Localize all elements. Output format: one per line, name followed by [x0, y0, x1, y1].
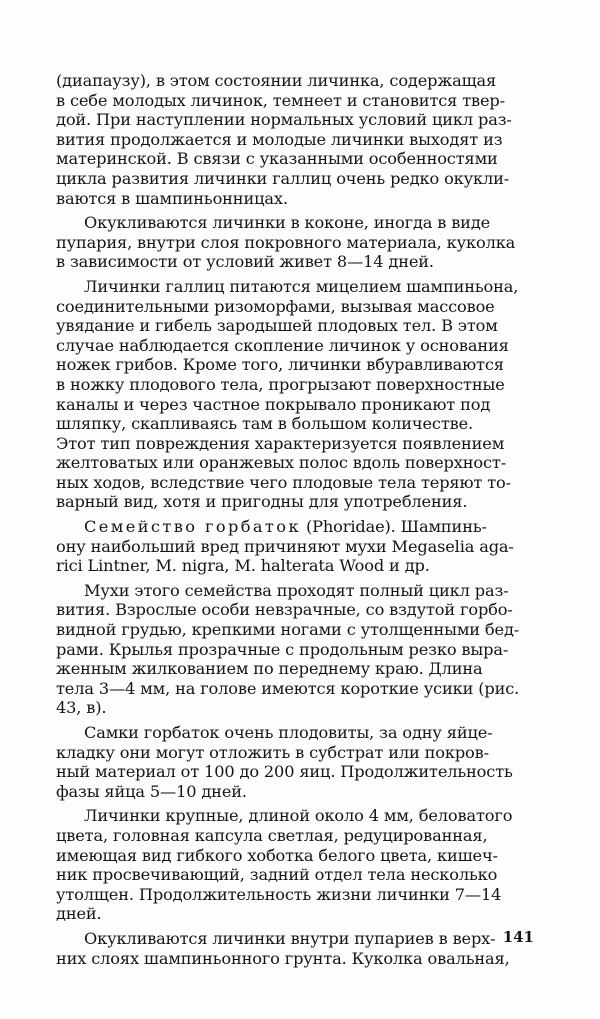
section-heading: Семейство горбаток — [84, 517, 301, 537]
paragraph-3 — [56, 277, 530, 512]
text-line: вития. Взрослые особи невзрачные, со вздутой горбо- — [56, 600, 513, 620]
text-line: рами. Крылья прозрачные с продольным резко выра- — [56, 639, 509, 659]
text-line: ону наибольший вред причиняют мухи Megaselia aga- — [56, 536, 514, 556]
text-line: Окукливаются личинки внутри пупариев в верх- — [84, 928, 496, 948]
text-line: Самки горбаток очень плодовиты, за одну яйце- — [84, 723, 493, 742]
text-line: ный материал от 100 до 200 яиц. Продолжительность — [56, 762, 513, 782]
text-line: вития продолжается и молодые личинки выходят из — [56, 129, 503, 149]
text-line: материнской. В связи с указанными особенностями — [56, 149, 498, 169]
text-line: кладку они могут отложить в субстрат или покров- — [56, 742, 489, 762]
text-line: Окукливаются личинки в коконе, иногда в виде — [84, 213, 491, 233]
text-line: случае наблюдается скопление личинок у основания — [56, 335, 509, 355]
text-line: в ножку плодового тела, прогрызают поверхностные — [56, 374, 505, 394]
heading-continuation: (Phoridae). Шампинь- — [300, 517, 487, 537]
paragraph-2 — [56, 213, 530, 272]
text-line: Личинки галлиц питаются мицелием шампиньона, — [84, 276, 519, 296]
text-line: женным жилкованием по переднему краю. Длина — [56, 659, 483, 679]
paragraph-4 — [56, 517, 530, 576]
text-line: шляпку, скапливаясь там в большом количестве. — [56, 414, 474, 434]
paragraph-7 — [56, 806, 530, 924]
text-line: (диапаузу), в этом состоянии личинка, содержащая — [56, 71, 497, 90]
paragraph-8 — [56, 929, 530, 968]
paragraph-6 — [56, 723, 530, 801]
text-line: 43, в). — [56, 698, 107, 718]
text-line: дой. При наступлении нормальных условий цикл раз- — [56, 110, 512, 130]
text-line: варный вид, хотя и пригодны для употребления. — [56, 492, 468, 512]
paragraph-5 — [56, 581, 530, 718]
text-line: желтоватых или оранжевых полос вдоль поверхност- — [56, 453, 507, 473]
page-number: 141 — [502, 928, 534, 946]
text-line: видной грудью, крепкими ногами с утолщенными бед- — [56, 620, 520, 640]
text-line: ваются в шампиньонницах. — [56, 188, 288, 208]
text-line — [56, 517, 530, 537]
text-line: Личинки крупные, длиной около 4 мм, беловатого — [84, 806, 513, 826]
text-line: rici Lintner, M. nigra, M. halterata Wood и др. — [56, 556, 430, 576]
text-line: пупария, внутри слоя покровного материала, куколка — [56, 232, 516, 252]
text-line: фазы яйца 5—10 дней. — [56, 781, 247, 801]
text-line: ник просвечивающий, задний отдел тела несколько — [56, 865, 498, 885]
text-line: ных ходов, вследствие чего плодовые тела теряют то- — [56, 472, 511, 492]
text-line: Мухи этого семейства проходят полный цикл раз- — [84, 580, 509, 600]
text-line: цвета, головная капсула светлая, редуцированная, — [56, 825, 488, 845]
text-line: увядание и гибель зародышей плодовых тел. В этом — [56, 316, 498, 336]
text-line: имеющая вид гибкого хоботка белого цвета, кишеч- — [56, 845, 498, 865]
text-line: Этот тип повреждения характеризуется появлением — [56, 433, 505, 453]
text-line: в зависимости от условий живет 8—14 дней. — [56, 252, 434, 272]
text-line: тела 3—4 мм, на голове имеются короткие усики (рис. — [56, 678, 520, 698]
text-line: соединительными ризоморфами, вызывая массовое — [56, 296, 495, 316]
text-line: дней. — [56, 904, 102, 924]
text-line: в себе молодых личинок, темнеет и становится твер- — [56, 90, 505, 110]
text-line: ножек грибов. Кроме того, личинки вбуравливаются — [56, 355, 504, 375]
text-line: них слоях шампиньонного грунта. Куколка овальная, — [56, 948, 510, 968]
text-line: утолщен. Продолжительность жизни личинки 7—14 — [56, 884, 502, 904]
text-line: цикла развития личинки галлиц очень редко окукли- — [56, 168, 510, 188]
text-line: каналы и через частное покрывало проникают под — [56, 394, 491, 414]
text-column — [56, 71, 530, 968]
paragraph-1 — [56, 71, 530, 208]
